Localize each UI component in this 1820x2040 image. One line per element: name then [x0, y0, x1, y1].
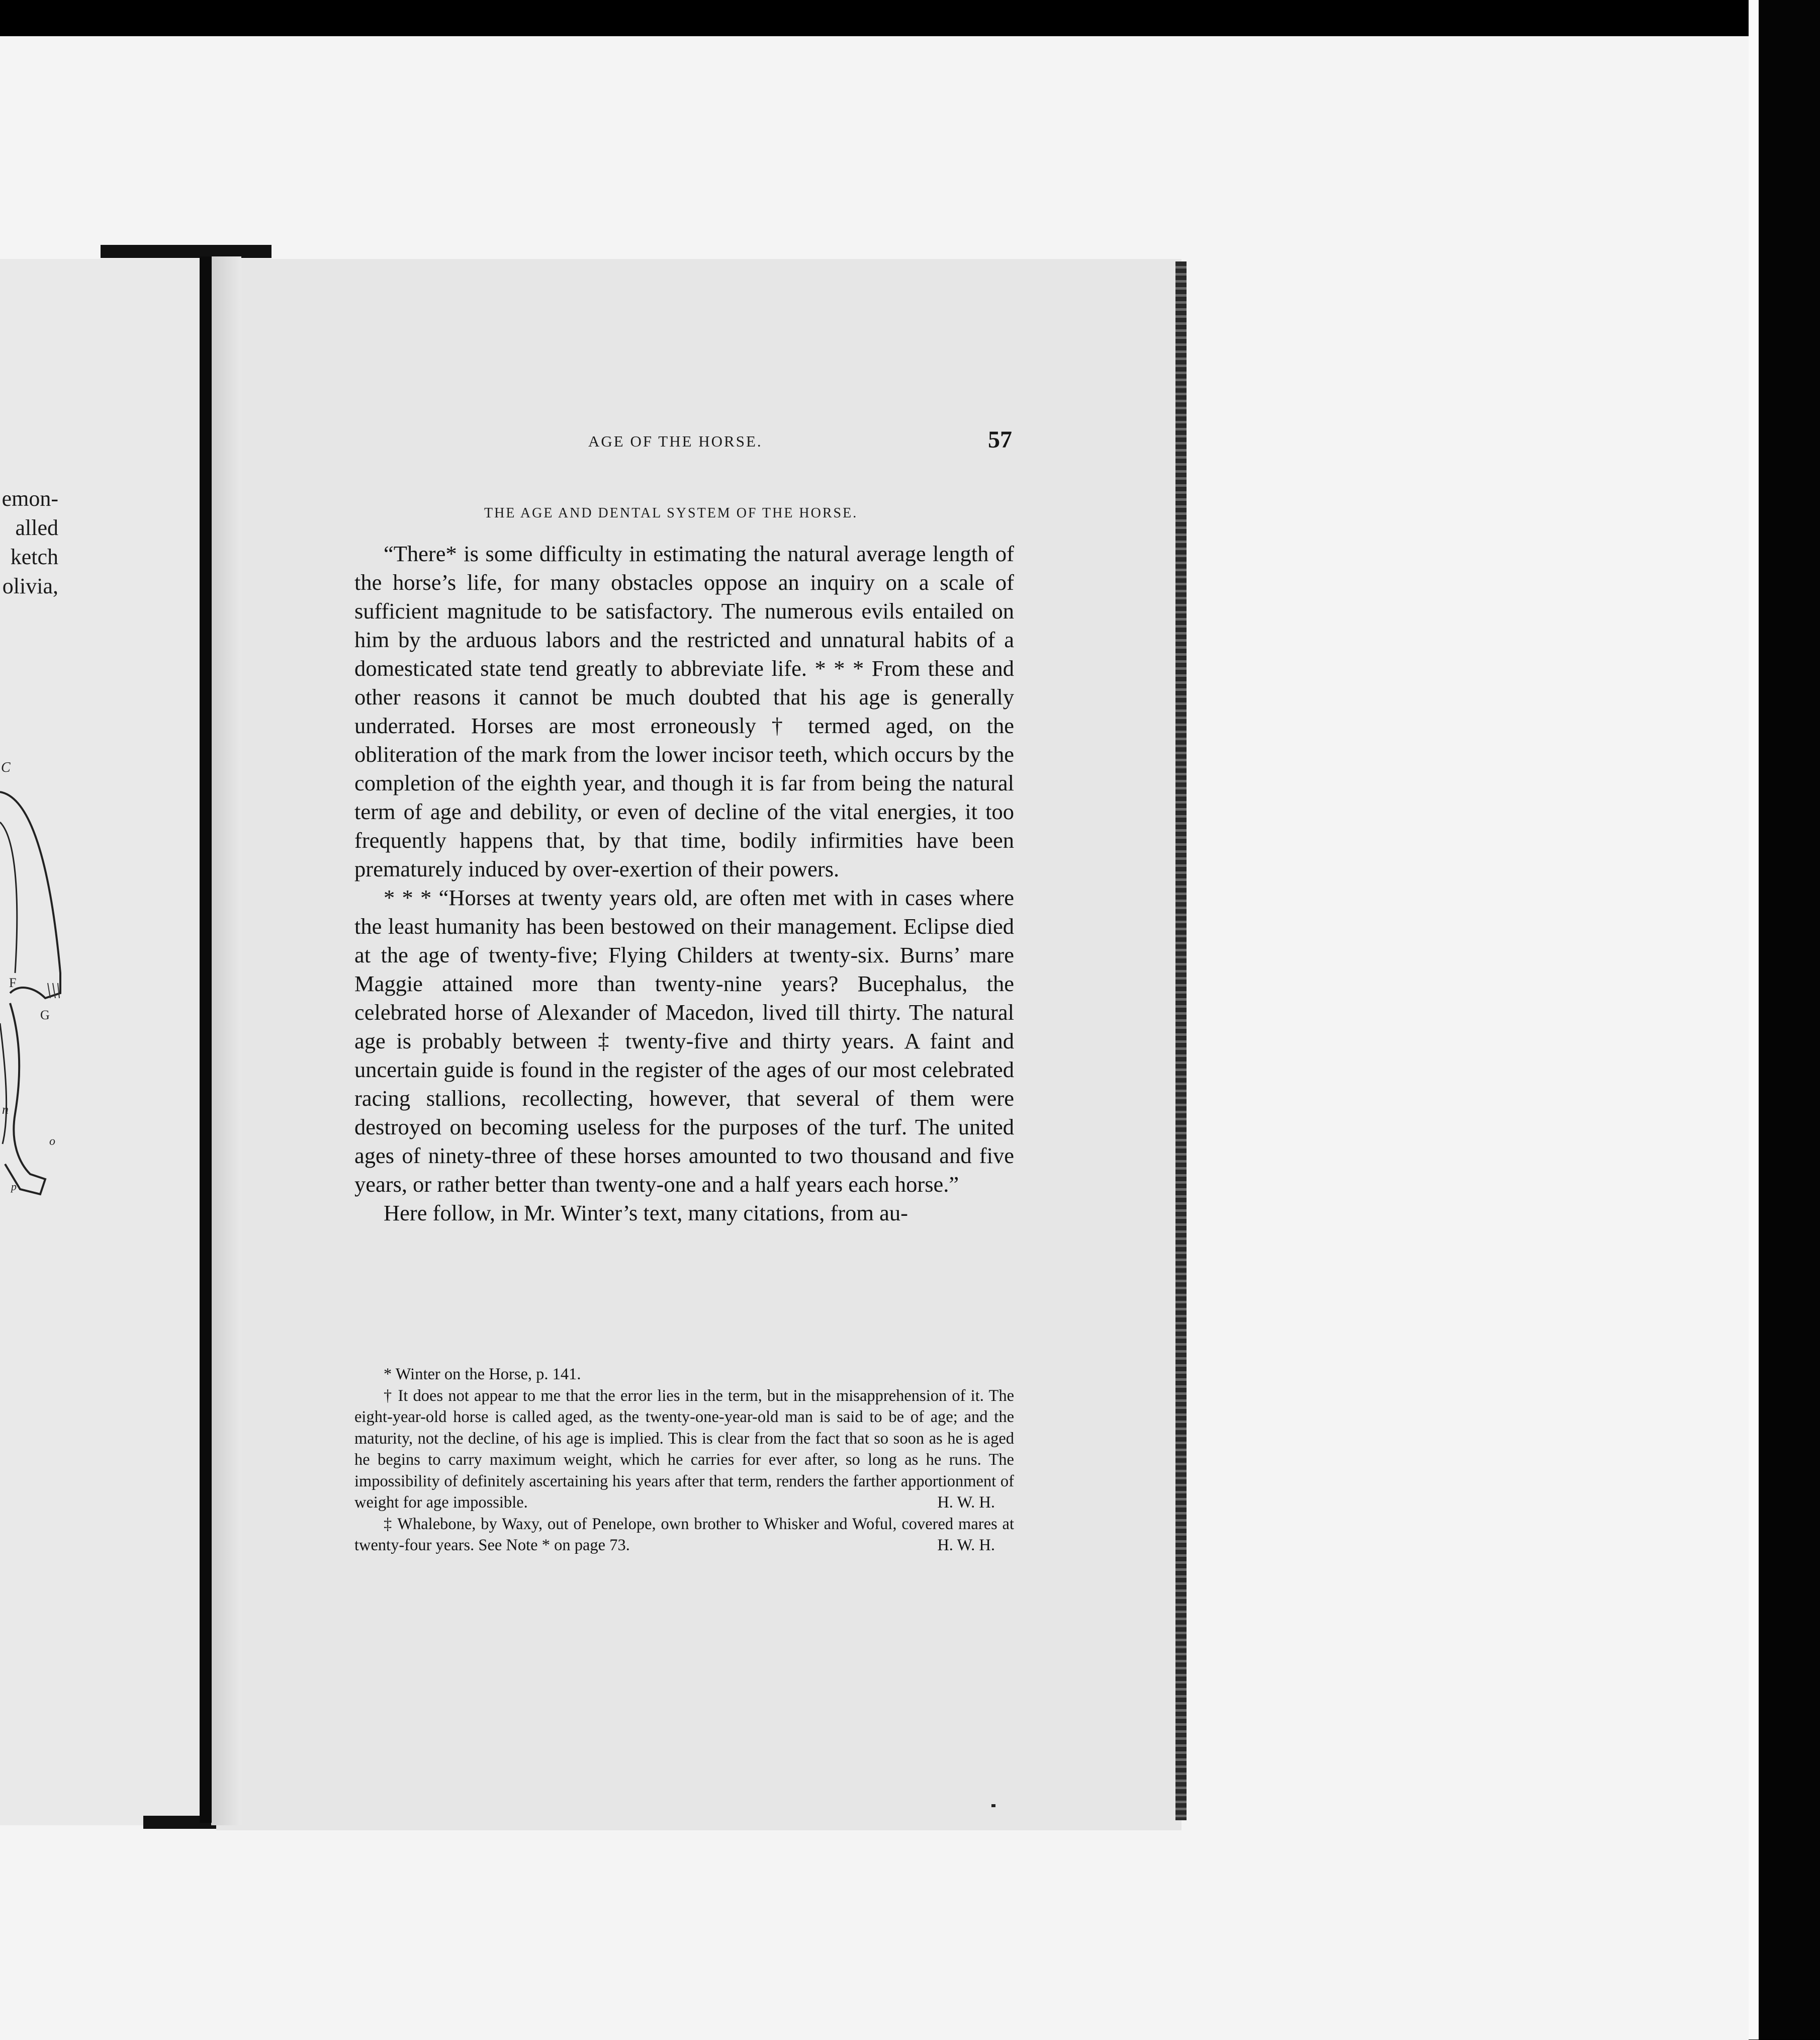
footnote	[354, 1364, 1014, 1385]
footnotes	[354, 1364, 1014, 1556]
horse-leg-figure	[0, 762, 101, 1239]
footnote	[354, 1385, 1014, 1514]
left-facing-page	[0, 259, 217, 1825]
body-text	[354, 540, 1014, 1227]
footnote-text: * Winter on the Horse, p. 141.	[384, 1365, 581, 1383]
left-line-fragment: alled	[15, 515, 58, 540]
page-fold-shadow	[211, 256, 241, 1825]
figure-letter: F	[9, 975, 17, 990]
figure-letter: n	[2, 1102, 9, 1117]
footnote-text: ‡ Whalebone, by Waxy, out of Penelope, own brother to Whisker and Woful, covered mares at twenty-four years. See Note * on page 73.	[354, 1515, 1014, 1554]
scan-edge	[1759, 0, 1820, 2039]
page-number: 57	[988, 426, 1012, 453]
book-spine	[200, 256, 212, 1823]
left-line-fragment: emon-	[2, 486, 58, 511]
scan-margin-strip	[1749, 0, 1759, 2039]
ink-speck	[991, 1804, 995, 1807]
page-stack-edge	[1175, 261, 1187, 1820]
footnote	[354, 1514, 1014, 1556]
paragraph: “There* is some difficulty in estimating the natural average length of the horse’s life, for many obstacles oppose an inquiry on a scale of sufficient magnitude to be satisfactory. The numerous evils entailed on him by the arduous labors and the restricted and unnatural habits of a domesticated state tend greatly to abbreviate life. * * * From these and other reasons it cannot be much doubted that his age is generally underrated. Horses are most erroneously † termed aged, on the obliteration of the mark from the lower incisor teeth, which occurs by the completion of the eighth year, and though it is far from being the natural term of age and debility, or even of decline of the vital energies, it too frequently happens that, by that time, bodily infirmities have been prematurely induced by over-exertion of their powers.	[354, 541, 1014, 881]
left-line-fragment: olivia,	[2, 574, 58, 598]
figure-letter: C	[1, 762, 11, 775]
figure-letter: o	[49, 1135, 55, 1148]
footnote-signature: H. W. H.	[937, 1536, 995, 1554]
left-line-fragment: ketch	[10, 545, 58, 569]
footnote-signature: H. W. H.	[937, 1493, 995, 1512]
binding-edge-top	[101, 245, 271, 258]
figure-letter: p	[11, 1180, 17, 1193]
paragraph: Here follow, in Mr. Winter’s text, many citations, from au-	[384, 1200, 908, 1225]
figure-letter: G	[40, 1008, 50, 1022]
footnote-text: † It does not appear to me that the error lies in the term, but in the misapprehension of it. The eight-year-old horse is called aged, as the twenty-one-year-old man is said to be of age; and the maturity, not the decline, of his age is implied. This is clear from the fact that so soon as he is aged he begins to carry maximum weight, which he carries for ever after, so long as he runs. The impossibility of definitely ascertaining his years after that term, renders the farther apportionment of weight for age impossible.	[354, 1386, 1014, 1512]
running-head: AGE OF THE HORSE.	[588, 432, 763, 450]
section-title: THE AGE AND DENTAL SYSTEM OF THE HORSE.	[484, 505, 858, 521]
paragraph: * * * “Horses at twenty years old, are often met with in cases where the least humanity has been bestowed on their management. Eclipse died at the age of twenty-five; Flying Childers at twenty-six. Burns’ mare Maggie attained more than twenty-nine years? Bucephalus, the celebrated horse of Alexander of Macedon, lived till thirty. The natural age is probably between ‡ twenty-five and thirty years. A faint and uncertain guide is found in the register of the ages of our most celebrated racing stallions, recollecting, however, that several of them were destroyed on becoming useless for the purposes of the turf. The united ages of ninety-three of these horses amounted to two thousand and five years, or rather better than twenty-one and a half years each horse.”	[354, 885, 1014, 1197]
